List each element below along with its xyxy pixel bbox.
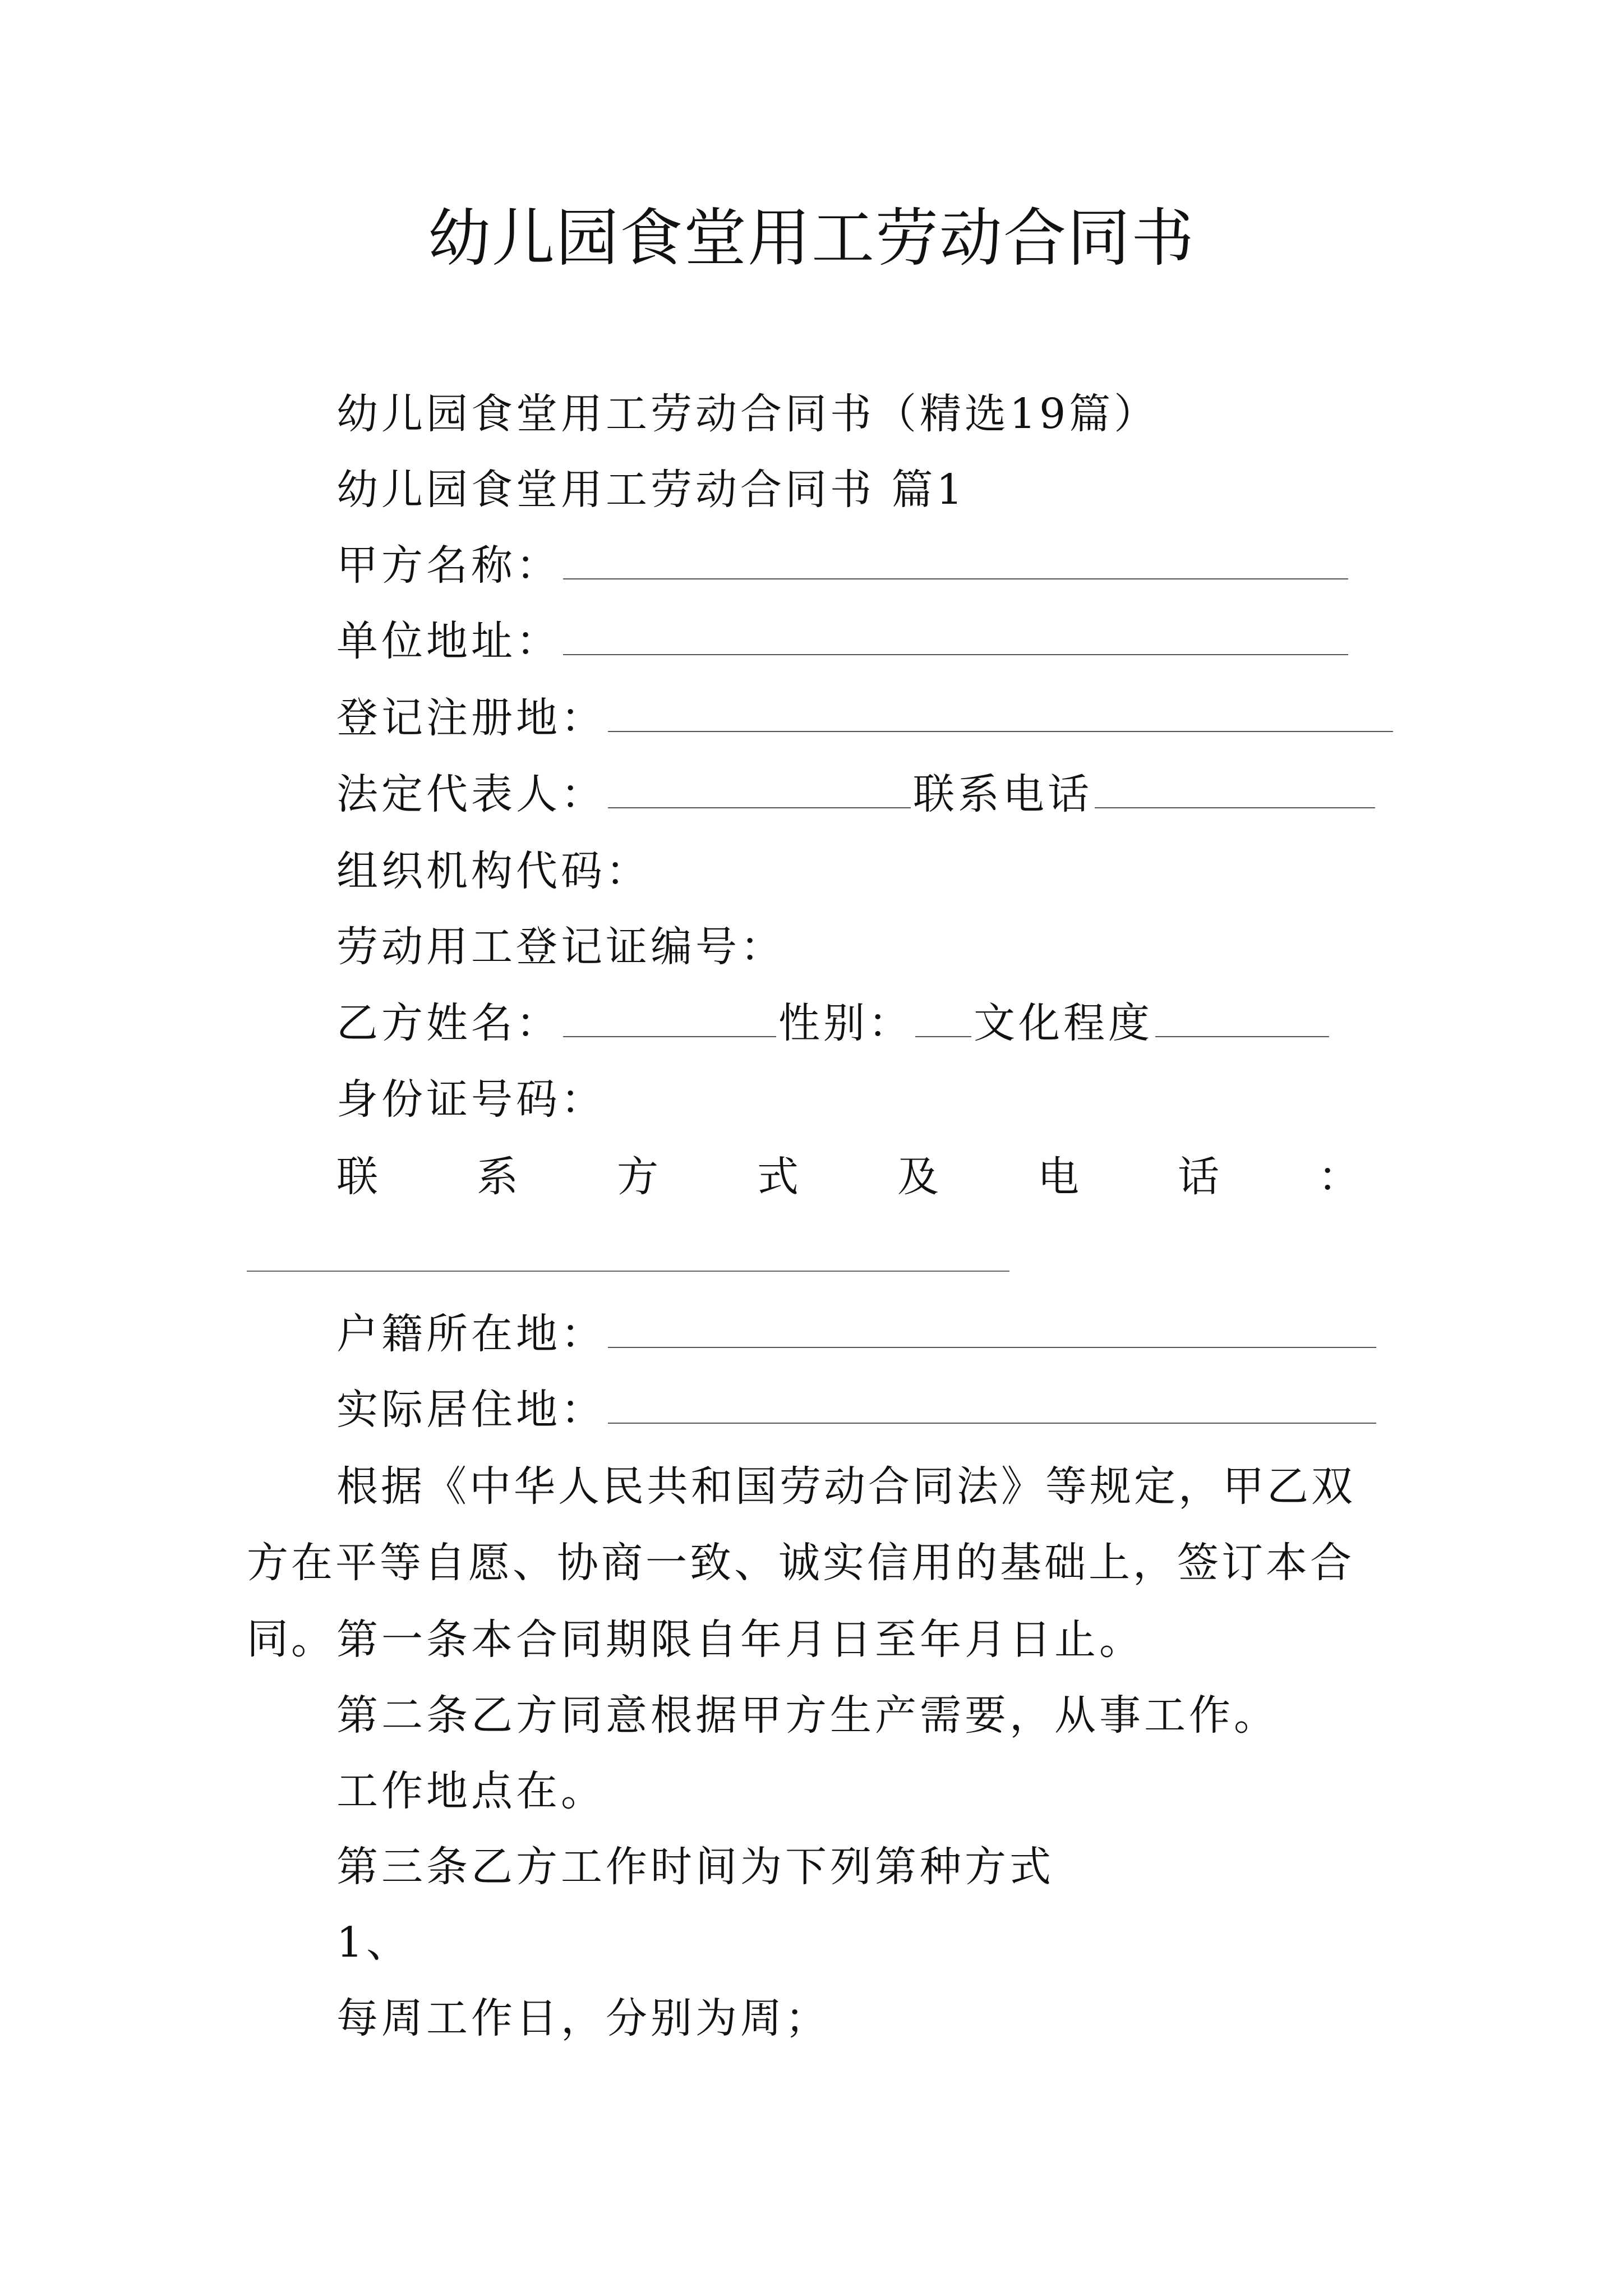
section-heading: 幼儿园食堂用工劳动合同书 篇1: [336, 466, 966, 514]
subtitle: 幼儿园食堂用工劳动合同书（精选19篇）: [336, 390, 1159, 438]
party-a-name-row: [336, 539, 1350, 592]
residence-row: [336, 1383, 1378, 1437]
contact-phone-blank: [1095, 774, 1375, 808]
article-2: 第二条乙方同意根据甲方生产需要，从事工作。: [336, 1691, 1279, 1740]
registration-blank: [608, 697, 1393, 732]
id-number: 身份证号码：: [336, 1075, 606, 1124]
residence-label: 实际居住地：: [336, 1386, 606, 1434]
contact-char: 方: [617, 1153, 658, 1201]
workplace: 工作地点在。: [336, 1767, 606, 1815]
gender-label: 性别：: [778, 999, 913, 1047]
article-3: 第三条乙方工作时间为下列第种方式: [336, 1843, 1054, 1891]
labor-cert: 劳动用工登记证编号：: [336, 923, 785, 971]
household-label: 户籍所在地：: [336, 1310, 606, 1358]
contact-char: ：: [1318, 1153, 1359, 1201]
contact-char: 话: [1178, 1153, 1219, 1201]
legal-rep-blank: [608, 774, 911, 808]
household-row: [336, 1307, 1378, 1361]
contact-phone-label: 联系电话: [913, 770, 1092, 818]
address-blank: [563, 620, 1348, 655]
contact-char: 及: [897, 1153, 939, 1201]
party-b-name-blank: [563, 1002, 776, 1037]
contact-blank-line: [247, 1271, 1009, 1272]
party-a-name-blank: [563, 545, 1348, 579]
party-b-name-label: 乙方姓名：: [336, 999, 561, 1047]
household-blank: [608, 1313, 1376, 1348]
contact-label-spread: [336, 1150, 1359, 1204]
intro-paragraph: 根据《中华人民共和国劳动合同法》等规定，甲乙双方在平等自愿、协商一致、诚实信用的基础上，签订本合同。: [247, 1462, 1355, 1663]
gender-blank: [915, 1002, 971, 1037]
contact-char: 式: [757, 1153, 799, 1201]
party-b-row: [336, 996, 1331, 1050]
education-blank: [1155, 1002, 1329, 1037]
item-1: 1、: [336, 1918, 412, 1967]
residence-blank: [608, 1389, 1376, 1424]
weekly-schedule: 每周工作日，分别为周；: [336, 1994, 830, 2042]
legal-rep-row: [336, 767, 1377, 821]
registration-row: [336, 691, 1395, 745]
party-a-name-label: 甲方名称：: [336, 541, 561, 590]
contact-char: 系: [477, 1153, 518, 1201]
registration-label: 登记注册地：: [336, 694, 606, 742]
contact-char: 联: [336, 1153, 378, 1201]
education-label: 文化程度: [974, 999, 1153, 1047]
article-1: 第一条本合同期限自年月日至年月日止。: [336, 1616, 1144, 1664]
address-label: 单位地址：: [336, 617, 561, 665]
contact-char: 电: [1038, 1153, 1079, 1201]
address-row: [336, 614, 1350, 668]
legal-rep-label: 法定代表人：: [336, 770, 606, 818]
document-title: 幼儿园食堂用工劳动合同书: [428, 202, 1195, 275]
org-code: 组织机构代码：: [336, 847, 651, 895]
